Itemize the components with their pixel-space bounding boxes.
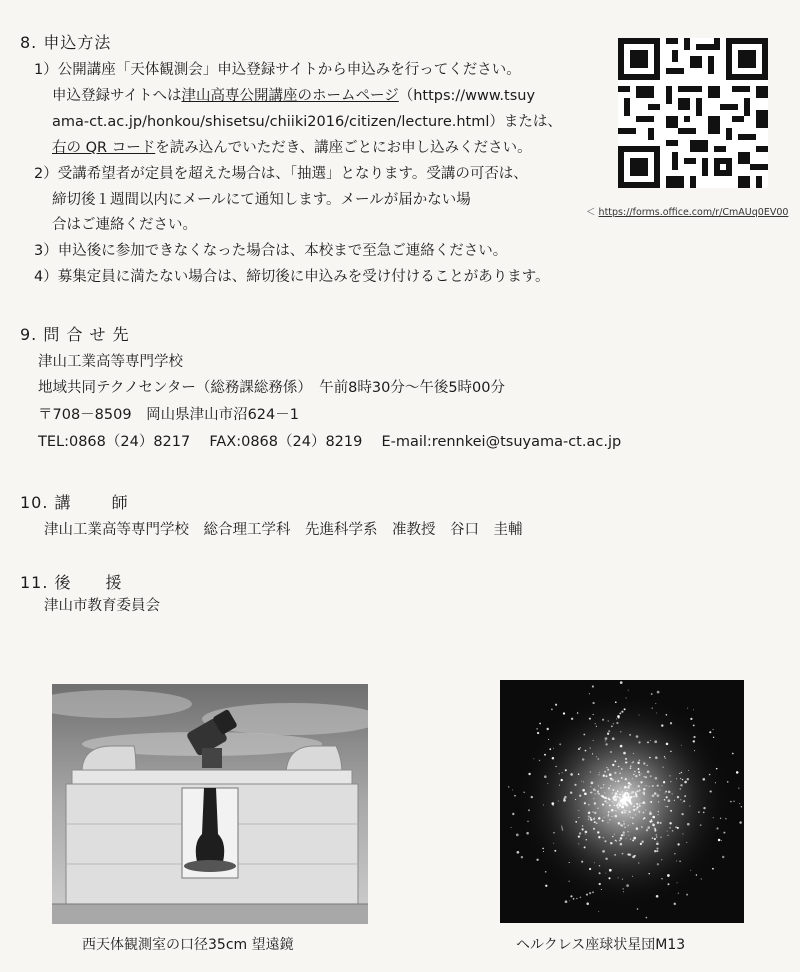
qr-reference: 右の QR コード <box>52 140 156 156</box>
apply-item-4: 4）募集定員に満たない場合は、締切後に申込みを受け付けることがあります。 <box>34 269 550 285</box>
support-text: 津山市教育委員会 <box>44 598 160 614</box>
apply-item-2-line3: 合はご連絡ください。 <box>52 217 197 233</box>
globular-cluster-photo <box>500 680 744 923</box>
apply-item-1: 1）公開講座「天体観測会」申込登録サイトから申込みを行ってください。 <box>34 62 521 78</box>
section-10-heading: 10. 講 師 <box>20 493 129 512</box>
lecturer-text: 津山工業高等専門学校 総合理工学科 先進科学系 准教授 谷口 圭輔 <box>44 522 523 538</box>
apply-item-2-line2: 締切後１週間以内にメールにて通知します。メールが届かない場 <box>52 192 471 208</box>
section-9-heading: 9. 問 合 せ 先 <box>20 325 130 344</box>
apply-item-3: 3）申込後に参加できなくなった場合は、本校まで至急ご連絡ください。 <box>34 243 508 259</box>
apply-text: 申込登録サイトへは <box>52 88 182 104</box>
apply-item-2: 2）受講希望者が定員を超えた場合は、「抽選」となります。受講の可否は、 <box>34 166 528 182</box>
observatory-photo <box>52 684 368 924</box>
qr-code[interactable] <box>618 38 768 188</box>
contact-organization: 津山工業高等専門学校 <box>38 354 183 370</box>
contact-department-hours: 地域共同テクノセンター（総務課総務係） 午前8時30分～午後5時00分 <box>38 380 506 396</box>
apply-item-1-line2 <box>52 84 535 105</box>
apply-text: を読み込んでいただき、講座ごとにお申し込みください。 <box>155 140 532 156</box>
observatory-caption: 西天体観測室の口径35cm 望遠鏡 <box>82 937 294 953</box>
qr-code-icon <box>618 38 768 188</box>
cluster-caption: ヘルクレス座球状星団M13 <box>516 937 686 953</box>
apply-item-1-line3: ama-ct.ac.jp/honkou/shisetsu/chiiki2016/citizen/lecture.html）または、 <box>52 114 562 130</box>
arrow-icon: ＜ <box>586 207 596 218</box>
qr-url-link[interactable]: https://forms.office.com/r/CmAUq0EV00 <box>598 207 789 218</box>
homepage-link[interactable]: 津山高専公開講座のホームページ <box>181 88 399 104</box>
contact-tel-fax-email: TEL:0868（24）8217 FAX:0868（24）8219 E-mail:rennkei@tsuyama-ct.ac.jp <box>38 434 622 450</box>
apply-item-1-line4 <box>52 136 532 157</box>
qr-url-line <box>586 204 788 218</box>
apply-text: （https://www.tsuy <box>398 88 536 104</box>
contact-address: 〒708－8509 岡山県津山市沼624－1 <box>38 407 299 423</box>
section-8-heading: 8. 申込方法 <box>20 33 112 52</box>
section-11-heading: 11. 後 援 <box>20 573 123 592</box>
